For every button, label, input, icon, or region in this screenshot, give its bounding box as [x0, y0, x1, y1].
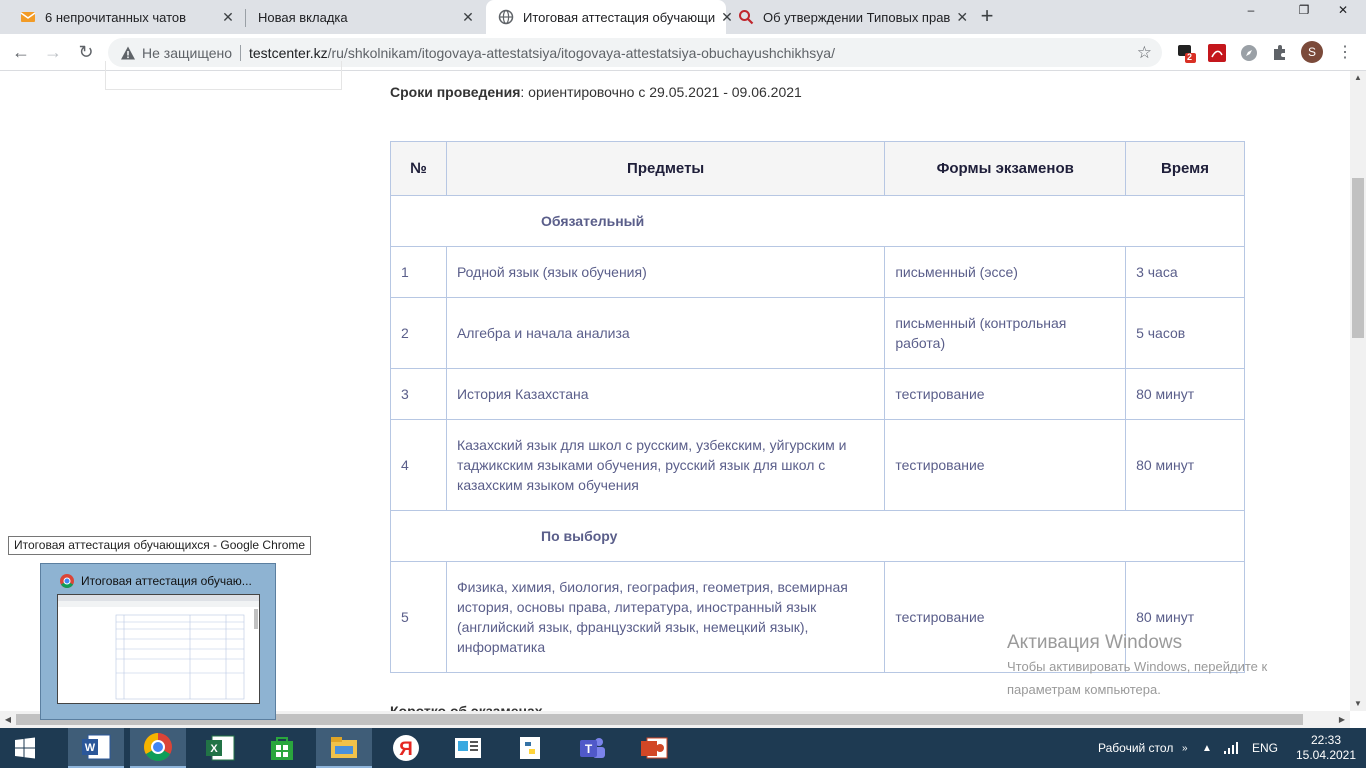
reload-icon[interactable]: ↻	[78, 42, 94, 62]
scroll-left-arrow-icon[interactable]: ◀	[4, 715, 12, 724]
clock-time: 22:33	[1310, 733, 1342, 747]
security-label[interactable]: Не защищено	[142, 44, 232, 61]
row-num: 5	[391, 562, 447, 673]
taskbar-window-preview[interactable]	[40, 563, 276, 720]
col-header-num: №	[391, 142, 447, 196]
row-num: 4	[391, 420, 447, 511]
table-row	[391, 369, 1245, 420]
col-header-time: Время	[1126, 142, 1245, 196]
network-signal-icon[interactable]	[1223, 728, 1239, 768]
tab-new[interactable]	[246, 0, 486, 34]
url-host[interactable]: testcenter.kz	[249, 44, 328, 61]
back-icon[interactable]: ←	[12, 42, 30, 62]
row-subject: Казахский язык для школ с русским, узбекским, уйгурским и таджикским языками обучения, русский язык для школ с казахским языком обучения	[446, 420, 884, 511]
row-form: письменный (эссе)	[885, 247, 1126, 298]
row-subject: Физика, химия, биология, география, геометрия, всемирная история, основы права, литература, иностранный язык (английский язык, французский язык, немецкий язык), информатика	[446, 562, 884, 673]
preview-thumbnail	[57, 594, 260, 704]
scroll-down-arrow-icon[interactable]: ▼	[1354, 699, 1362, 708]
table-row	[391, 247, 1245, 298]
group-label: По выбору	[391, 511, 1245, 562]
row-num: 3	[391, 369, 447, 420]
table-header-row	[391, 142, 1245, 196]
compass-extension-icon[interactable]	[1239, 43, 1259, 63]
row-subject: Алгебра и начала анализа	[446, 298, 884, 369]
menu-kebab-icon[interactable]: ⋮	[1337, 44, 1353, 61]
tab-strip	[0, 0, 1366, 34]
mail-icon	[20, 9, 36, 25]
restore-button[interactable]: ❐	[1298, 3, 1310, 17]
window-tooltip: Итоговая аттестация обучающихся - Google Chrome	[8, 536, 311, 555]
close-icon[interactable]: ✕	[956, 8, 969, 25]
row-time: 80 минут	[1126, 420, 1245, 511]
window-close-button[interactable]: ✕	[1337, 3, 1349, 17]
sidebar-box	[105, 61, 342, 90]
group-row-optional	[391, 511, 1245, 562]
tab-attestation[interactable]	[486, 0, 733, 34]
minimize-button[interactable]: –	[1247, 3, 1255, 17]
extension-badge: 2	[1187, 52, 1193, 62]
close-icon[interactable]: ✕	[222, 8, 234, 25]
activation-line-2: параметрам компьютера.	[1007, 682, 1161, 697]
svg-text:W: W	[84, 742, 96, 754]
tray-overflow-icon[interactable]: ▲	[1202, 742, 1212, 754]
row-time: 80 минут	[1126, 369, 1245, 420]
language-indicator[interactable]: ENG	[1252, 741, 1279, 755]
profile-avatar[interactable]: S	[1301, 41, 1323, 63]
scroll-right-arrow-icon[interactable]: ▶	[1338, 715, 1346, 724]
tab-rules[interactable]	[726, 0, 969, 34]
col-header-subjects: Предметы	[446, 142, 884, 196]
reader-taskbar-icon[interactable]	[440, 728, 496, 768]
close-icon[interactable]: ✕	[462, 8, 474, 25]
row-num: 2	[391, 298, 447, 369]
row-subject: Родной язык (язык обучения)	[446, 247, 884, 298]
windows-start-icon[interactable]	[0, 728, 50, 768]
terms-value: : ориентировочно с 29.05.2021 - 09.06.2021	[520, 84, 802, 100]
puzzle-icon[interactable]	[1270, 43, 1290, 63]
clock-date: 15.04.2021	[1295, 748, 1357, 762]
teams-taskbar-icon[interactable]	[564, 728, 620, 768]
group-label: Обязательный	[391, 196, 1245, 247]
tab-title: 6 непрочитанных чатов	[45, 9, 187, 25]
preview-title: Итоговая аттестация обучаю...	[81, 574, 252, 588]
row-form: письменный (контрольная работа)	[885, 298, 1126, 369]
terms-label: Сроки проведения	[390, 84, 521, 100]
yandex-taskbar-icon[interactable]	[378, 728, 434, 768]
tab-title: Итоговая аттестация обучающи	[523, 9, 716, 25]
pdf-extension-icon[interactable]	[1207, 43, 1227, 63]
tab-title: Новая вкладка	[258, 9, 348, 25]
word-taskbar-icon[interactable]	[68, 728, 124, 768]
row-num: 1	[391, 247, 447, 298]
vertical-scrollbar[interactable]	[1350, 71, 1366, 711]
exam-dates	[390, 84, 802, 100]
row-subject: История Казахстана	[446, 369, 884, 420]
desktop-label[interactable]: Рабочий стол	[1098, 741, 1174, 755]
tab-title: Об утверждении Типовых прав	[763, 9, 951, 25]
forward-icon[interactable]: →	[44, 42, 62, 62]
row-time: 80 минут	[1126, 562, 1245, 673]
row-time: 5 часов	[1126, 298, 1245, 369]
exam-table	[390, 141, 1245, 673]
bookmark-star-icon[interactable]: ☆	[1136, 43, 1152, 62]
scroll-thumb[interactable]	[1352, 178, 1364, 338]
chrome-icon	[60, 574, 74, 588]
table-row	[391, 420, 1245, 511]
windows-activation-watermark	[1007, 632, 1267, 700]
svg-text:X: X	[210, 743, 218, 755]
python-taskbar-icon[interactable]	[502, 728, 558, 768]
presentation-taskbar-icon[interactable]	[626, 728, 682, 768]
store-taskbar-icon[interactable]	[254, 728, 310, 768]
scroll-up-arrow-icon[interactable]: ▲	[1354, 73, 1362, 82]
svg-text:T: T	[584, 742, 593, 756]
row-form: тестирование	[885, 369, 1126, 420]
group-row-required	[391, 196, 1245, 247]
windows-taskbar	[0, 728, 1366, 768]
globe-icon	[498, 9, 514, 25]
extension-icon[interactable]	[1176, 43, 1196, 63]
toolbar-chevron-icon[interactable]: »	[1182, 742, 1188, 754]
tab-mail[interactable]	[8, 0, 246, 34]
activation-line-1: Чтобы активировать Windows, перейдите к	[1007, 659, 1268, 674]
svg-text:Я: Я	[399, 739, 413, 760]
new-tab-button[interactable]: +	[980, 3, 994, 28]
warning-icon[interactable]	[120, 45, 136, 61]
search-icon	[738, 9, 754, 25]
file-explorer-taskbar-icon[interactable]	[316, 728, 372, 768]
table-row	[391, 298, 1245, 369]
row-form: тестирование	[885, 562, 1126, 673]
url-path[interactable]: /ru/shkolnikam/itogovaya-attestatsiya/itogovaya-attestatsiya-obuchayushchikhsya/	[327, 44, 835, 61]
activation-title: Активация Windows	[1007, 632, 1183, 653]
row-time: 3 часа	[1126, 247, 1245, 298]
excel-taskbar-icon[interactable]	[192, 728, 248, 768]
chrome-taskbar-icon[interactable]	[130, 728, 186, 768]
col-header-forms: Формы экзаменов	[885, 142, 1126, 196]
close-icon[interactable]: ✕	[721, 8, 733, 25]
row-form: тестирование	[885, 420, 1126, 511]
clock[interactable]	[1296, 728, 1356, 768]
